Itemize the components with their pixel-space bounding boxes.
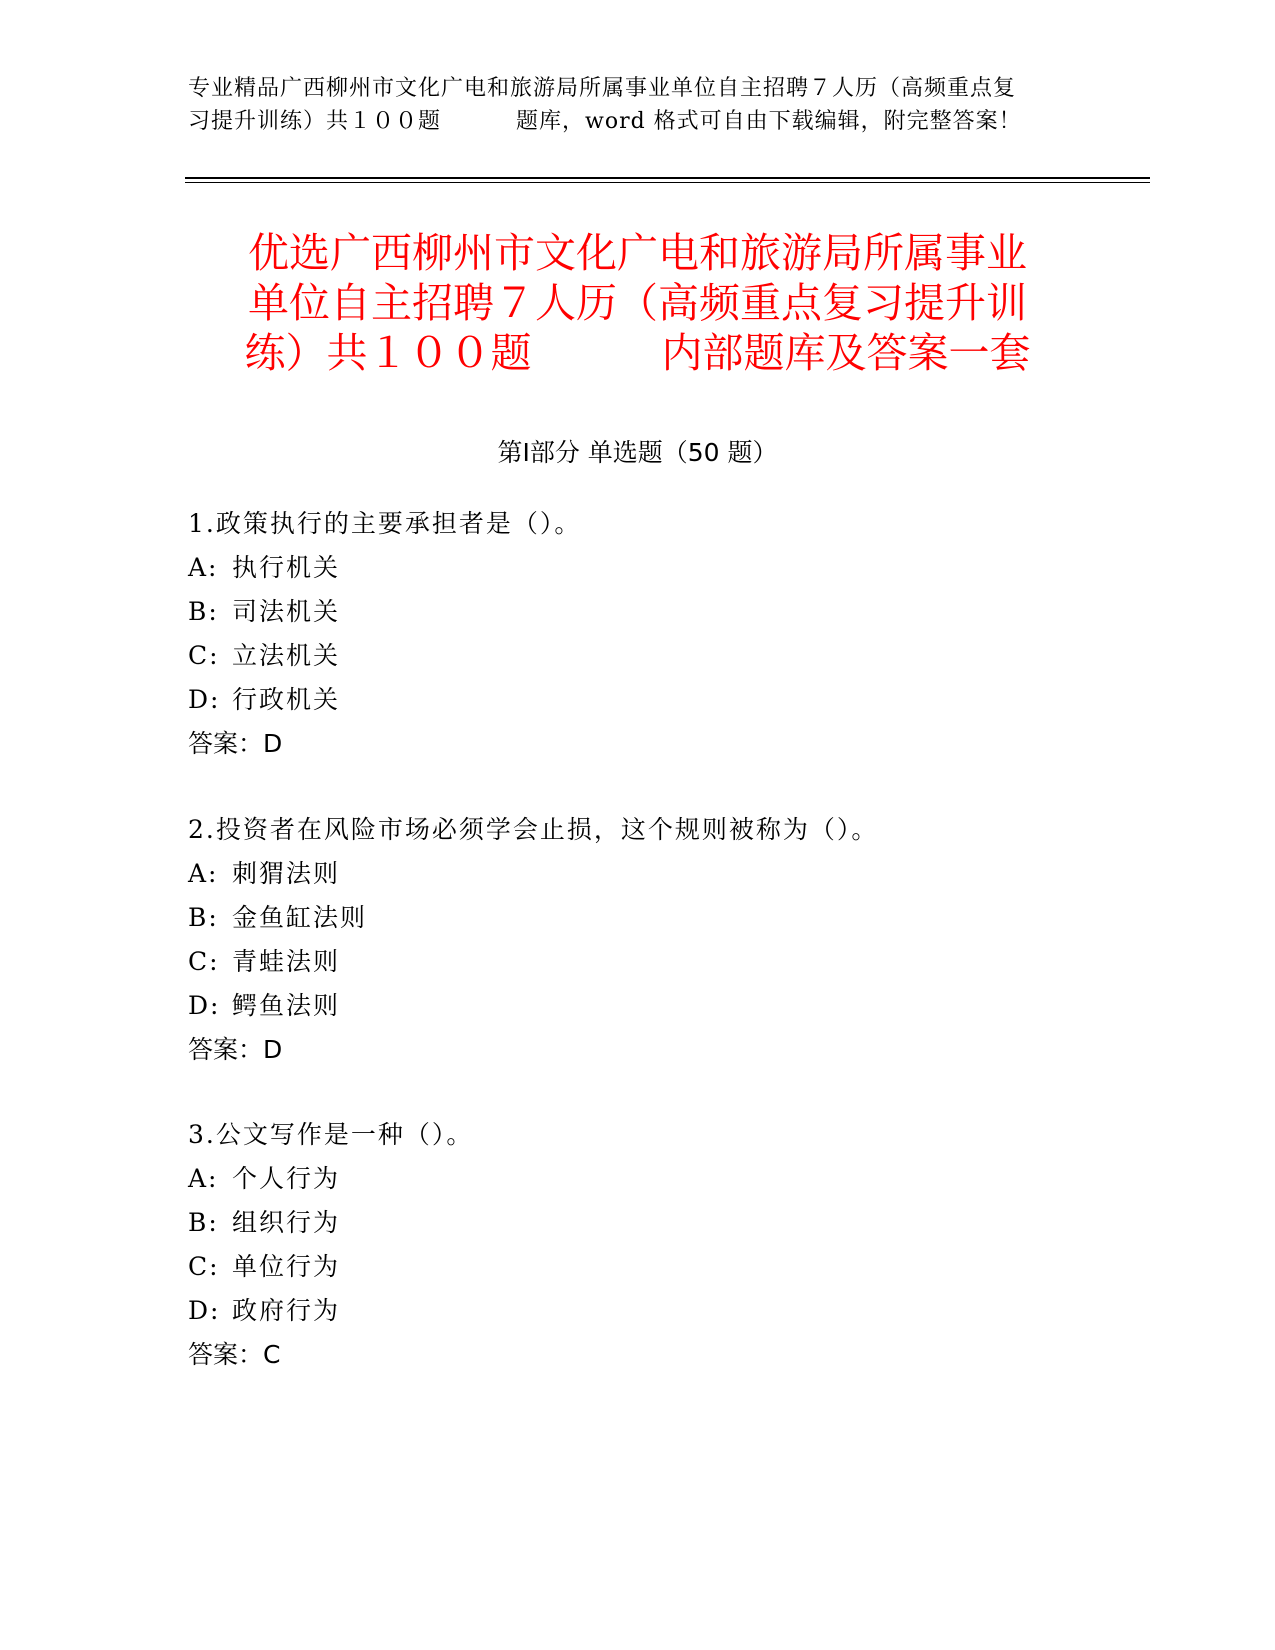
page-header <box>188 72 1088 138</box>
option-text: 单位行为 <box>232 1252 341 1281</box>
question-1 <box>188 502 1088 766</box>
option-text: 鳄鱼法则 <box>232 991 341 1020</box>
question-stem: 3.公文写作是一种（）。 <box>188 1120 474 1149</box>
option-key: D: <box>188 991 221 1020</box>
option-c <box>188 1245 1088 1289</box>
header-divider-thin <box>185 182 1150 183</box>
question-3 <box>188 1113 1088 1377</box>
question-stem: 2.投资者在风险市场必须学会止损，这个规则被称为（）。 <box>188 815 879 844</box>
option-key: C: <box>188 1252 220 1281</box>
option-a <box>188 1157 1088 1201</box>
option-b <box>188 1201 1088 1245</box>
title-line-3-part-b: 内部题库及答案一套 <box>661 329 1031 377</box>
option-d <box>188 678 1088 722</box>
option-text: 司法机关 <box>232 597 341 626</box>
option-text: 组织行为 <box>232 1208 341 1237</box>
option-key: B: <box>188 903 219 932</box>
option-a <box>188 852 1088 896</box>
option-key: A: <box>188 859 219 888</box>
option-text: 行政机关 <box>232 685 341 714</box>
title-line-3 <box>160 328 1115 378</box>
section-title: 第Ⅰ部分 单选题（50 题） <box>497 438 778 467</box>
header-line-2-part-b: 题库，word 格式可自由下载编辑，附完整答案！ <box>516 109 1022 134</box>
option-key: D: <box>188 685 221 714</box>
option-text: 金鱼缸法则 <box>232 903 368 932</box>
option-b <box>188 896 1088 940</box>
option-c <box>188 634 1088 678</box>
option-key: A: <box>188 553 219 582</box>
title-line-3-part-a: 练）共１００题 <box>244 329 532 377</box>
option-text: 个人行为 <box>232 1164 341 1193</box>
option-key: C: <box>188 641 220 670</box>
option-key: B: <box>188 597 219 626</box>
option-text: 执行机关 <box>232 553 341 582</box>
answer: 答案：D <box>188 729 283 758</box>
option-text: 政府行为 <box>232 1296 341 1325</box>
option-d <box>188 984 1088 1028</box>
title-line-2: 单位自主招聘７人历（高频重点复习提升训 <box>248 279 1027 327</box>
header-line-2 <box>188 105 1088 138</box>
answer: 答案：C <box>188 1340 281 1369</box>
option-key: D: <box>188 1296 221 1325</box>
option-c <box>188 940 1088 984</box>
option-text: 青蛙法则 <box>232 947 341 976</box>
question-stem: 1.政策执行的主要承担者是（）。 <box>188 509 582 538</box>
header-line-2-part-a: 习提升训练）共１００题 <box>188 109 442 134</box>
option-key: C: <box>188 947 220 976</box>
header-line-1: 专业精品广西柳州市文化广电和旅游局所属事业单位自主招聘７人历（高频重点复 <box>188 76 1017 101</box>
option-a <box>188 546 1088 590</box>
option-d <box>188 1289 1088 1333</box>
option-text: 立法机关 <box>232 641 341 670</box>
option-text: 刺猬法则 <box>232 859 341 888</box>
option-b <box>188 590 1088 634</box>
option-key: B: <box>188 1208 219 1237</box>
option-key: A: <box>188 1164 219 1193</box>
header-divider-thick <box>185 177 1150 179</box>
question-2 <box>188 808 1088 1072</box>
title-line-1: 优选广西柳州市文化广电和旅游局所属事业 <box>248 229 1027 277</box>
document-title <box>160 228 1115 378</box>
answer: 答案：D <box>188 1035 283 1064</box>
